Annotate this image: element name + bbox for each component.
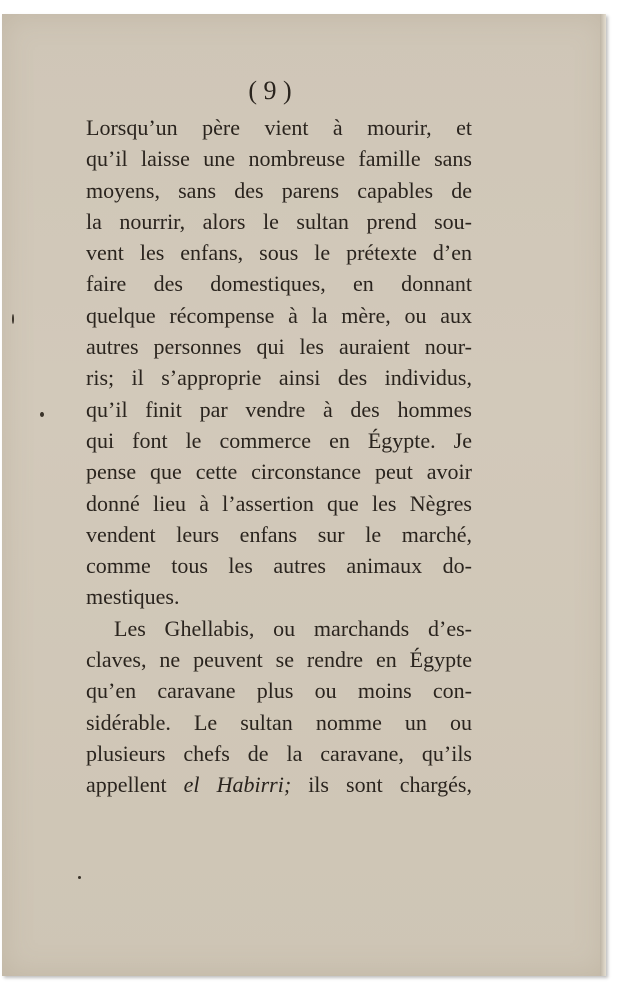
- text-line: la nourrir, alors le sultan prend sou-: [86, 208, 472, 234]
- text-line: plusieurs chefs de la caravane, qu’ils: [86, 740, 472, 766]
- text-line: vendent leurs enfans sur le marché,: [86, 521, 472, 547]
- text-line: donné lieu à l’assertion que les Nègres: [86, 490, 472, 516]
- text-segment: ils sont chargés,: [291, 772, 472, 798]
- text-segment: appellent: [86, 772, 184, 798]
- paragraph-2: [86, 613, 472, 801]
- text-line: Lorsqu’un père vient à mourir, et: [86, 115, 472, 140]
- text-line: vent les enfans, sous le prétexte d’en: [86, 240, 472, 266]
- text-line: qui font le commerce en Égypte. Je: [86, 427, 472, 453]
- text-line: moyens, sans des parens capables de: [86, 177, 472, 203]
- text-line: pense que cette circonstance peut avoir: [86, 459, 472, 485]
- page-text: [86, 112, 472, 801]
- text-line: comme tous les autres animaux do-: [86, 553, 472, 579]
- text-line: qu’il laisse une nombreuse famille sans: [86, 146, 472, 172]
- text-line: sidérable. Le sultan nomme un ou: [86, 709, 472, 735]
- text-line: Les Ghellabis, ou marchands d’es-: [114, 615, 472, 641]
- text-line: autres personnes qui les auraient nour-: [86, 334, 472, 360]
- page-number: ( 9 ): [248, 76, 292, 105]
- paragraph-1: [86, 112, 472, 613]
- book-page: [2, 14, 606, 976]
- text-line: qu’en caravane plus ou moins con-: [86, 678, 472, 704]
- text-line: qu’il finit par vendre à des hommes: [86, 396, 472, 422]
- text-line: quelque récompense à la mère, ou aux: [86, 302, 472, 328]
- text-line: mestiques.: [86, 584, 180, 610]
- text-line: claves, ne peuvent se rendre en Égypte: [86, 647, 472, 673]
- text-line: faire des domestiques, en donnant: [86, 271, 472, 297]
- italic-term: el Habirri;: [183, 772, 292, 798]
- text-line: ris; il s’approprie ainsi des individus,: [86, 365, 472, 391]
- text-line: [86, 769, 472, 800]
